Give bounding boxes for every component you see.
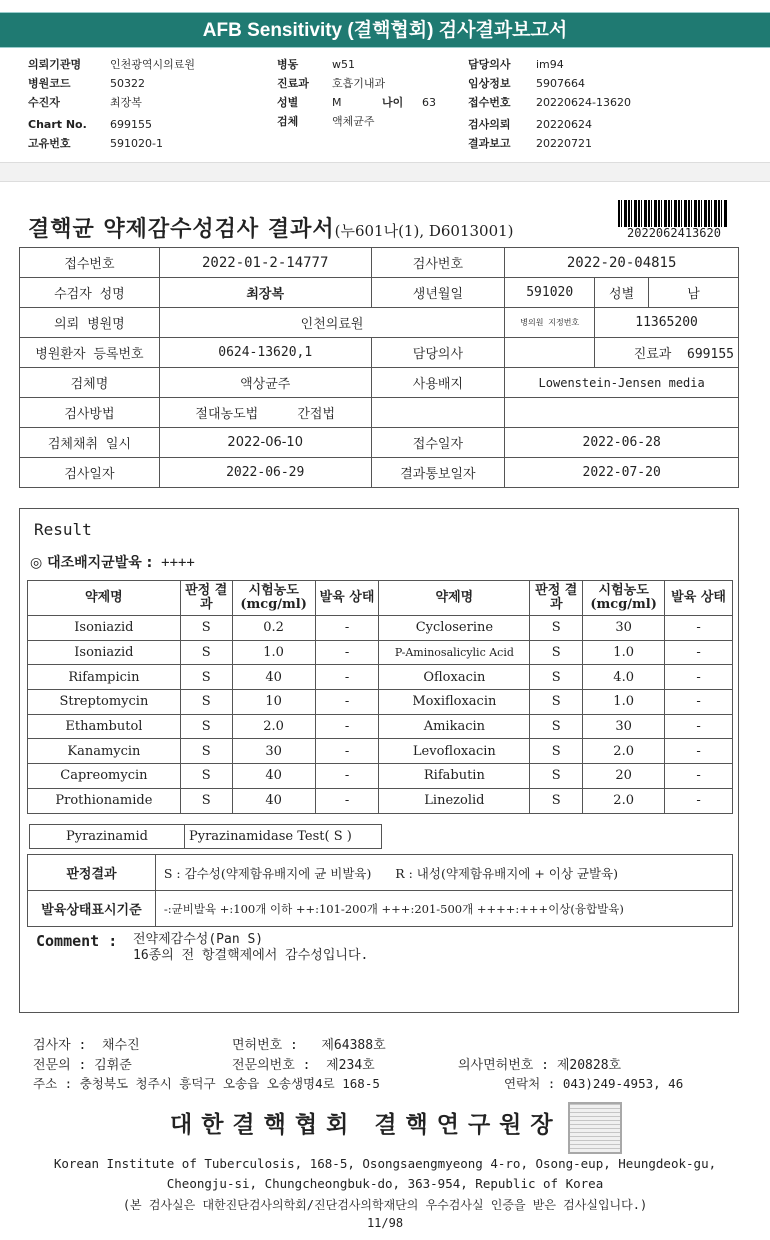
page-number: 11/98 [366,1216,404,1230]
drug-row [28,665,733,690]
patient-info-table: 접수번호 2022-01-2-14777 검사번호 2022-20-04815 수검자 성명 최장복 생년월일 591020 성별 남 의뢰 병원명 인천의료원 병의원 지정번호 11365200 병원환자 등록번호 0624-13620,1 담당의사 진료과 699155 검체명 액상균주 사용배지 Lowenstein-Jensen media 검사방법 절대농도법 간접법 검체채취 일시 2022-06-10 접수일자 2022-06-28 검사일자 2022-06-29 결과통보일자 2022-07-20 [19,247,739,488]
concentration: 30 [232,739,315,764]
drug-name: Moxifloxacin [379,690,530,715]
drug-name: Kanamycin [28,739,181,764]
growth-status: - [665,764,733,789]
growth-status: - [665,714,733,739]
concentration: 1.0 [583,640,665,665]
drug-name: Ofloxacin [379,665,530,690]
growth-status: - [315,640,379,665]
judgement: S [180,665,232,690]
growth-status: - [315,690,379,715]
judgement: S [180,788,232,813]
drug-row [28,640,733,665]
drug-row [28,788,733,813]
judgement: S [530,616,583,641]
drug-name: Rifampicin [28,665,181,690]
drug-row [28,690,733,715]
header-col-3: 담당의사 im94 임상정보 5907664 접수번호 20220624-13620 검사의뢰 20220624 결과보고 20220721 [468,58,631,150]
drug-name: Prothionamide [28,788,181,813]
growth-status: - [315,714,379,739]
official-seal [568,1102,622,1154]
header-col-1: 의뢰기관명 인천광역시의료원 병원코드 50322 수진자 최장복 Chart No. 699155 고유번호 591020-1 [28,58,196,150]
doctor-license: 의사면허번호 : 제20828호 [458,1058,622,1073]
license: 면허번호 : 제64388호 [232,1038,386,1053]
concentration: 10 [232,690,315,715]
concentration: 40 [232,788,315,813]
drug-name: Streptomycin [28,690,181,715]
drug-row [28,616,733,641]
concentration: 1.0 [583,690,665,715]
judgement: S [530,739,583,764]
growth-status: - [315,788,379,813]
address: 주소 : 충청북도 청주시 흥덕구 오송읍 오송생명4로 168-5 [33,1076,380,1091]
drug-row [28,739,733,764]
drug-row [28,714,733,739]
barcode [618,200,728,227]
growth-status: - [665,665,733,690]
concentration: 0.2 [232,616,315,641]
concentration: 2.0 [583,788,665,813]
drug-name: Isoniazid [28,616,181,641]
drug-table: 약제명 판정 결과 시험농도 (mcg/ml) 발육 상태 약제명 판정 결과 시험농도 (mcg/ml) 발육 상태 Isoniazid S 0.2 - Cycloserine S 30 - Isoniazid S 1.0 - P-Aminosalicylic Acid S 1.0 - Rifampicin S 40 - Ofloxacin S 4.0 - Streptomycin S 10 - Moxifloxacin S 1.0 - Ethambutol S 2.0 - Amikacin S 30 - Kanamycin S 30 - Levofloxacin S 2.0 - Capreomycin S 40 - Rifabutin S 20 - Prothionamide S 40 - Linezolid S 2.0 - [27,580,733,814]
concentration: 30 [583,616,665,641]
growth-status: - [665,616,733,641]
pyrazinamide-table: Pyrazinamid Pyrazinamidase Test( S ) [29,824,382,849]
report-banner: AFB Sensitivity (결핵협회) 검사결과보고서 [0,12,770,48]
growth-status: - [315,665,379,690]
judgement: S [180,714,232,739]
concentration: 20 [583,764,665,789]
concentration: 40 [232,665,315,690]
growth-status: - [315,739,379,764]
comment-label: Comment : [36,932,118,950]
growth-status: - [665,640,733,665]
judgement: S [180,616,232,641]
drug-name: Levofloxacin [379,739,530,764]
drug-name: Capreomycin [28,764,181,789]
barcode-number: 2022062413620 [627,226,721,240]
drug-name: Amikacin [379,714,530,739]
drug-row [28,764,733,789]
judgement: S [180,690,232,715]
phone: 연락처 : 043)249-4953, 46 [504,1076,684,1091]
drug-name: Linezolid [379,788,530,813]
concentration: 40 [232,764,315,789]
header-col-2: 병동 w51 진료과 호흡기내과 성별 M 나이 63 검체 액체균주 [277,58,436,128]
judgement: S [530,788,583,813]
drug-name: Cycloserine [379,616,530,641]
specialist-no: 전문의번호 : 제234호 [232,1058,375,1073]
result-label: Result [34,520,92,539]
growth-status: - [665,690,733,715]
judgement: S [180,739,232,764]
concentration: 1.0 [232,640,315,665]
english-address-1: Korean Institute of Tuberculosis, 168-5, Osongsaengmyeong 4-ro, Osong-eup, Heungdeok-gu, [53,1156,717,1171]
certification-note: (본 검사실은 대한진단검사의학회/진단검사의학재단의 우수검사실 인증을 받은 검사실입니다.) [122,1198,648,1212]
growth-status: - [315,764,379,789]
growth-status: - [665,788,733,813]
judgement: S [530,640,583,665]
drug-name: Rifabutin [379,764,530,789]
judgement: S [180,764,232,789]
judgement: S [530,764,583,789]
concentration: 30 [583,714,665,739]
drug-name: P-Aminosalicylic Acid [379,640,530,665]
comment-text: 전약제감수성(Pan S) 16종의 전 항결핵제에서 감수성입니다. [133,932,369,963]
judgement: S [530,665,583,690]
control-growth: ◎ 대조배지균발육 : ++++ [30,555,195,571]
growth-status: - [315,616,379,641]
judgement: S [180,640,232,665]
growth-status: - [665,739,733,764]
tester: 검사자 : 채수진 [33,1038,140,1053]
judgement: S [530,714,583,739]
report-title: 결핵균 약제감수성검사 결과서(누601나(1), D6013001) [28,216,514,242]
drug-name: Isoniazid [28,640,181,665]
concentration: 4.0 [583,665,665,690]
page-separator [0,162,770,182]
criteria-table: 판정결과 S : 감수성(약제함유배지에 균 비발육) R : 내성(약제함유배지에 + 이상 균발육) 발육상태표시기준 -:균비발육 +:100개 이하 ++:101-200개 +++:201-500개 ++++:+++이상(융합발육) [27,854,733,927]
concentration: 2.0 [232,714,315,739]
institute-name: 대한결핵협회 결핵연구원장 [170,1111,562,1138]
judgement: S [530,690,583,715]
drug-name: Ethambutol [28,714,181,739]
specialist: 전문의 : 김휘준 [33,1058,132,1073]
concentration: 2.0 [583,739,665,764]
english-address-2: Cheongju-si, Chungcheongbuk-do, 363-954, Republic of Korea [166,1176,604,1191]
